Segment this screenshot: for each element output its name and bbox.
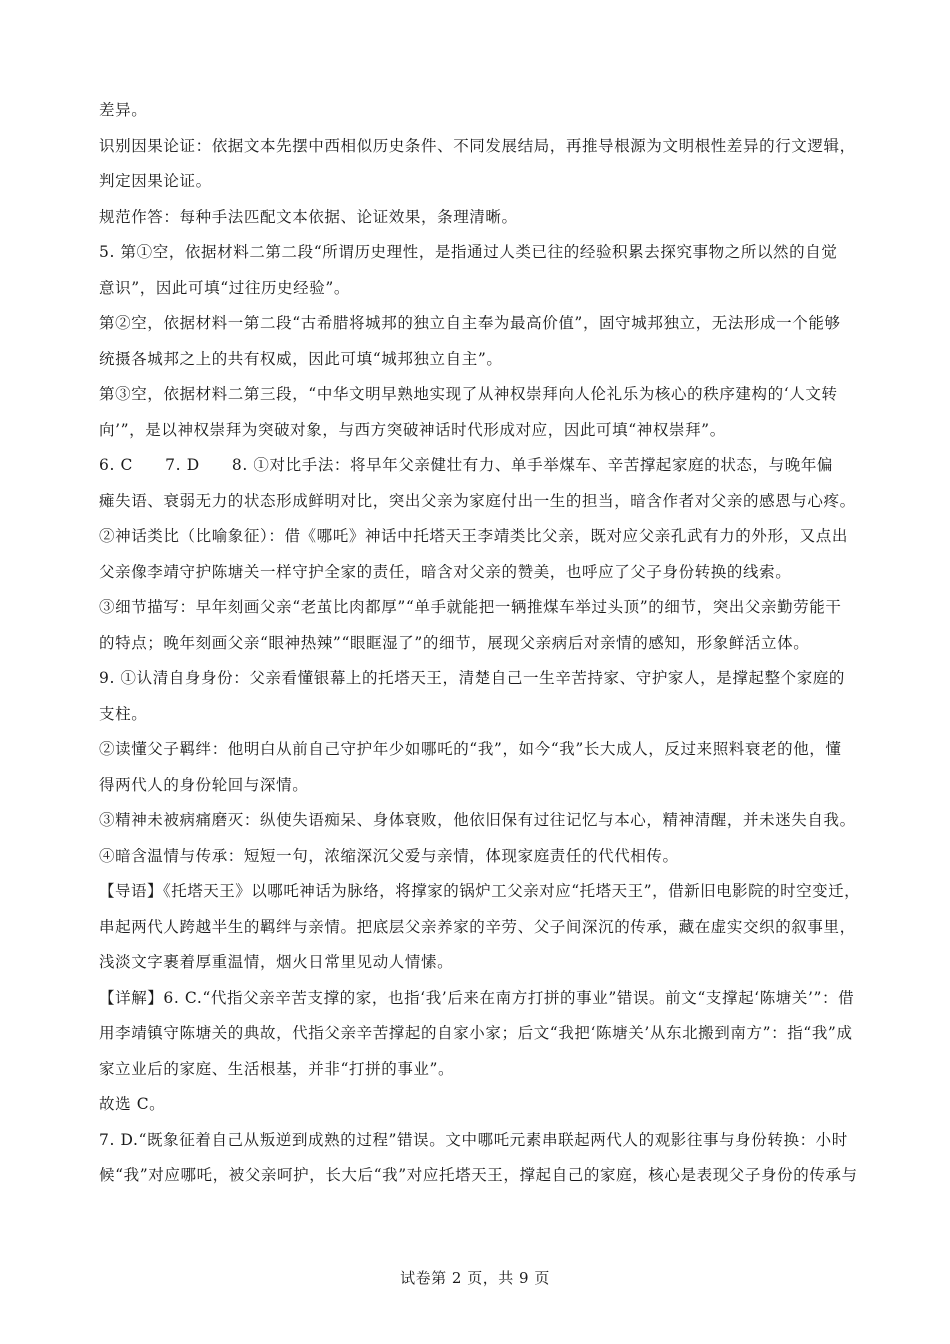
text-line: 第②空，依据材料一第二段“古希腊将城邦的独立自主奉为最高价值”，固守城邦独立，无法形成一个能够: [99, 314, 841, 332]
text-line: 【详解】6. C.“代指父亲辛苦支撑的家，也指‘我’后来在南方打拼的事业”错误。前文“支撑起‘陈塘关’”：借: [99, 988, 855, 1007]
text-line: 识别因果论证：依据文本先摆中西相似历史条件、不同发展结局，再推导根源为文明根性差异的行文逻辑，: [99, 136, 856, 155]
text-line: 的特点；晚年刻画父亲“眼神热辣”“眼眶湿了”的细节，展现父亲病后对亲情的感知，形象鲜活立体。: [99, 633, 810, 652]
text-line: 5. 第①空，依据材料二第二段“所谓历史理性，是指通过人类已往的经验积累去探究事物之所以然的自觉: [99, 243, 838, 261]
text-line: 9. ①认清自身身份：父亲看懂银幕上的托塔天王，清楚自己一生辛苦持家、守护家人，是撑起整个家庭的: [99, 669, 846, 687]
text-line: 6. C 7. D 8. ①对比手法：将早年父亲健壮有力、单手举煤车、辛苦撑起家庭的状态，与晚年偏: [99, 456, 834, 474]
text-line: 意识”，因此可填“过往历史经验”。: [99, 278, 350, 297]
text-line: 故选 C。: [99, 1095, 166, 1113]
text-line: 差异。: [99, 101, 148, 119]
text-line: 向’”，是以神权崇拜为突破对象，与西方突破神话时代形成对应，因此可填“神权崇拜”。: [99, 420, 726, 439]
text-line: 判定因果论证。: [99, 172, 212, 190]
text-line: ③精神未被病痛磨灭：纵使失语痴呆、身体衰败，他依旧保有过往记忆与本心，精神清醒，并未迷失自我。: [99, 811, 856, 829]
text-line: 支柱。: [99, 704, 148, 723]
text-line: 浅淡文字裹着厚重温情，烟火日常里见动人情愫。: [99, 953, 454, 971]
text-line: 【导语】《托塔天王》以哪吒神话为脉络，将撑家的锅炉工父亲对应“托塔天王”，借新旧电影院的时空变迁，: [99, 882, 861, 900]
text-line: 7. D.“既象征着自己从叛逆到成熟的过程”错误。文中哪吒元素串联起两代人的观影往事与身份转换：小时: [99, 1130, 848, 1149]
text-line: 统摄各城邦之上的共有权威，因此可填“城邦独立自主”。: [99, 349, 503, 368]
text-line: 候“我”对应哪吒，被父亲呵护，长大后“我”对应托塔天王，撑起自己的家庭，核心是表现父子身份的传承与: [99, 1166, 858, 1184]
document-body: [99, 93, 864, 1194]
text-line: 第③空，依据材料二第三段，“中华文明早熟地实现了从神权崇拜向人伦礼乐为核心的秩序建构的‘人文转: [99, 385, 838, 403]
text-line: 父亲像李靖守护陈塘关一样守护全家的责任，暗含对父亲的赞美，也呼应了父子身份转换的线索。: [99, 562, 792, 581]
text-line: 得两代人的身份轮回与深情。: [99, 775, 309, 794]
text-line: 瘫失语、衰弱无力的状态形成鲜明对比，突出父亲为家庭付出一生的担当，暗含作者对父亲的感恩与心疼。: [99, 491, 856, 510]
text-line: ②读懂父子羁绊：他明白从前自己守护年少如哪吒的“我”，如今“我”长大成人，反过来照料衰老的他，懂: [99, 740, 842, 758]
text-line: 串起两代人跨越半生的羁绊与亲情。把底层父亲养家的辛劳、父子间深沉的传承，藏在虚实交织的叙事里，: [99, 917, 856, 936]
text-line: ②神话类比（比喻象征）：借《哪吒》神话中托塔天王李靖类比父亲，既对应父亲孔武有力的外形，又点出: [99, 527, 848, 545]
text-line: 用李靖镇守陈塘关的典故，代指父亲辛苦撑起的自家小家；后文“我把‘陈塘关’从东北搬到南方”：指“我”成: [99, 1024, 853, 1042]
text-line: ④暗含温情与传承：短短一句，浓缩深沉父爱与亲情，体现家庭责任的代代相传。: [99, 846, 679, 865]
text-line: 家立业后的家庭、生活根基，并非“打拼的事业”。: [99, 1059, 455, 1078]
page-footer: 试卷第 2 页，共 9 页: [400, 1269, 550, 1287]
text-line: 规范作答：每种手法匹配文本依据、论证效果，条理清晰。: [99, 207, 518, 226]
text-line: ③细节描写：早年刻画父亲“老茧比肉都厚”“单手就能把一辆推煤车举过头顶”的细节，突出父亲勤劳能干: [99, 598, 842, 616]
